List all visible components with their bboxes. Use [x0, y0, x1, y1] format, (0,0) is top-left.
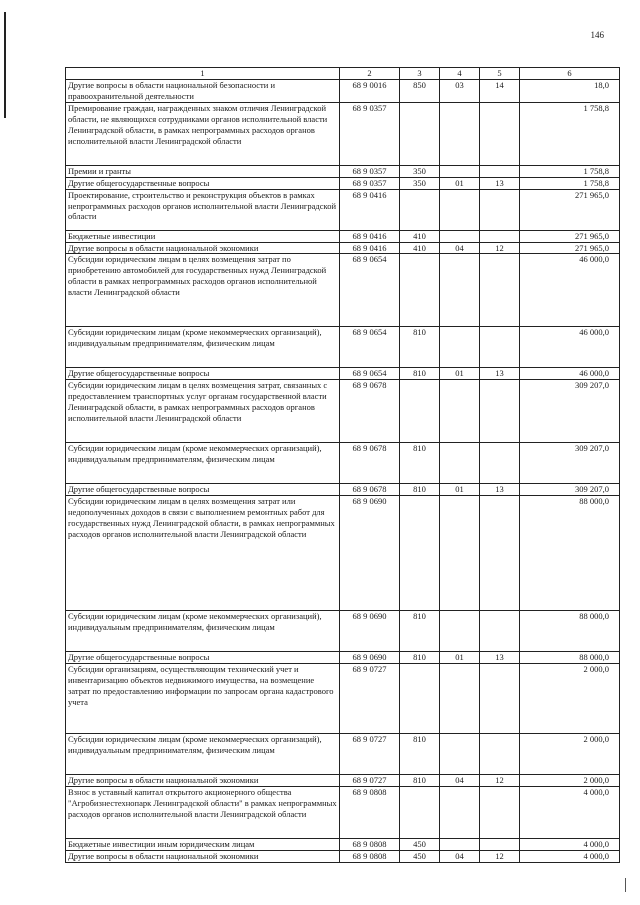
table-row: [66, 775, 620, 787]
row-section: [440, 839, 480, 851]
row-code: 68 9 0357: [340, 177, 400, 189]
row-name: Другие вопросы в области национальной безопасности и правоохранительной деятельности: [66, 80, 340, 103]
row-name: Субсидии юридическим лицам в целях возмещения затрат или недополученных доходов в связи с выполнением ремонтных работ для государственных нужд Ленинградской области, в рамках непрограммных расходов органов исполнительной власти Ленинградской области: [66, 496, 340, 611]
row-subsection: [480, 787, 520, 839]
row-section: [440, 165, 480, 177]
row-amount: 271 965,0: [520, 189, 620, 230]
table-row: [66, 242, 620, 254]
row-expense-type: 810: [400, 775, 440, 787]
row-section: 03: [440, 80, 480, 103]
row-expense-type: 350: [400, 165, 440, 177]
table-row: [66, 484, 620, 496]
row-name: Субсидии юридическим лицам в целях возмещения затрат, связанных с предоставлением транспортных услуг органам государственной власти Ленинградской области, в рамках непрограммных расходов органов исполнительной власти Ленинградской области: [66, 380, 340, 443]
row-code: 68 9 0690: [340, 611, 400, 652]
row-subsection: 13: [480, 177, 520, 189]
row-section: 04: [440, 775, 480, 787]
table-row: [66, 102, 620, 165]
row-expense-type: 450: [400, 850, 440, 862]
margin-line: [4, 12, 6, 118]
row-name: Другие вопросы в области национальной экономики: [66, 775, 340, 787]
row-subsection: [480, 380, 520, 443]
row-expense-type: 810: [400, 611, 440, 652]
row-code: 68 9 0016: [340, 80, 400, 103]
row-section: [440, 496, 480, 611]
row-expense-type: [400, 380, 440, 443]
table-row: [66, 611, 620, 652]
row-section: [440, 787, 480, 839]
row-name: Другие общегосударственные вопросы: [66, 652, 340, 664]
row-name: Другие общегосударственные вопросы: [66, 484, 340, 496]
row-expense-type: [400, 102, 440, 165]
table-row: [66, 230, 620, 242]
row-name: Бюджетные инвестиции иным юридическим лицам: [66, 839, 340, 851]
row-subsection: [480, 165, 520, 177]
row-code: 68 9 0357: [340, 165, 400, 177]
row-name: Другие вопросы в области национальной экономики: [66, 850, 340, 862]
table-row: [66, 380, 620, 443]
row-amount: 1 758,8: [520, 102, 620, 165]
row-code: 68 9 0678: [340, 484, 400, 496]
row-code: 68 9 0654: [340, 254, 400, 327]
row-expense-type: 350: [400, 177, 440, 189]
row-subsection: 13: [480, 368, 520, 380]
table-body: [66, 68, 620, 863]
row-subsection: [480, 230, 520, 242]
row-code: 68 9 0727: [340, 664, 400, 734]
column-header: 2: [340, 68, 400, 80]
row-expense-type: 850: [400, 80, 440, 103]
row-subsection: 14: [480, 80, 520, 103]
row-amount: 4 000,0: [520, 850, 620, 862]
row-amount: 1 758,8: [520, 165, 620, 177]
row-code: 68 9 0678: [340, 380, 400, 443]
row-expense-type: [400, 189, 440, 230]
row-section: [440, 734, 480, 775]
row-name: Субсидии организациям, осуществляющим технический учет и инвентаризацию объектов недвижимого имущества, на возмещение затрат по предоставлению информации по запросам органа кадастрового учета: [66, 664, 340, 734]
row-expense-type: [400, 254, 440, 327]
row-subsection: [480, 664, 520, 734]
row-amount: 271 965,0: [520, 242, 620, 254]
row-code: 68 9 0357: [340, 102, 400, 165]
row-expense-type: 810: [400, 734, 440, 775]
row-expense-type: 410: [400, 230, 440, 242]
row-expense-type: 450: [400, 839, 440, 851]
table-row: [66, 368, 620, 380]
row-section: 04: [440, 850, 480, 862]
row-expense-type: 810: [400, 327, 440, 368]
row-code: 68 9 0416: [340, 242, 400, 254]
table-row: [66, 165, 620, 177]
row-code: 68 9 0654: [340, 368, 400, 380]
row-amount: 271 965,0: [520, 230, 620, 242]
row-amount: 4 000,0: [520, 839, 620, 851]
row-name: Субсидии юридическим лицам в целях возмещения затрат по приобретению автомобилей для государственных нужд Ленинградской области в рамках непрограммных расходов органов исполнительной власти Ленинградской области: [66, 254, 340, 327]
table-header-row: [66, 68, 620, 80]
row-section: 04: [440, 242, 480, 254]
row-amount: 46 000,0: [520, 368, 620, 380]
row-code: 68 9 0808: [340, 787, 400, 839]
row-amount: 4 000,0: [520, 787, 620, 839]
table-row: [66, 850, 620, 862]
table-row: [66, 496, 620, 611]
row-name: Субсидии юридическим лицам (кроме некоммерческих организаций), индивидуальным предпринимателям, физическим лицам: [66, 734, 340, 775]
row-expense-type: 410: [400, 242, 440, 254]
row-subsection: [480, 327, 520, 368]
table-row: [66, 839, 620, 851]
row-code: 68 9 0416: [340, 189, 400, 230]
row-subsection: [480, 254, 520, 327]
row-section: [440, 443, 480, 484]
row-section: [440, 230, 480, 242]
table-row: [66, 177, 620, 189]
row-expense-type: [400, 787, 440, 839]
row-amount: 46 000,0: [520, 327, 620, 368]
row-code: 68 9 0678: [340, 443, 400, 484]
row-amount: 1 758,8: [520, 177, 620, 189]
row-subsection: [480, 102, 520, 165]
table-row: [66, 664, 620, 734]
row-amount: 309 207,0: [520, 443, 620, 484]
row-amount: 46 000,0: [520, 254, 620, 327]
row-section: [440, 189, 480, 230]
row-subsection: [480, 611, 520, 652]
row-code: 68 9 0654: [340, 327, 400, 368]
row-code: 68 9 0690: [340, 652, 400, 664]
row-expense-type: 810: [400, 443, 440, 484]
row-amount: 2 000,0: [520, 775, 620, 787]
row-name: Другие общегосударственные вопросы: [66, 177, 340, 189]
row-expense-type: 810: [400, 484, 440, 496]
table-row: [66, 189, 620, 230]
row-amount: 2 000,0: [520, 664, 620, 734]
row-section: 01: [440, 177, 480, 189]
row-section: [440, 327, 480, 368]
row-name: Другие общегосударственные вопросы: [66, 368, 340, 380]
row-code: 68 9 0690: [340, 496, 400, 611]
table-row: [66, 652, 620, 664]
budget-table: [65, 67, 620, 863]
column-header: 3: [400, 68, 440, 80]
page-number: 146: [590, 30, 604, 40]
row-amount: 309 207,0: [520, 484, 620, 496]
margin-mark-bottom: [625, 878, 626, 892]
row-name: Субсидии юридическим лицам (кроме некоммерческих организаций), индивидуальным предпринимателям, физическим лицам: [66, 443, 340, 484]
row-name: Субсидии юридическим лицам (кроме некоммерческих организаций), индивидуальным предпринимателям, физическим лицам: [66, 611, 340, 652]
row-subsection: [480, 189, 520, 230]
row-subsection: 12: [480, 775, 520, 787]
column-header: 5: [480, 68, 520, 80]
row-expense-type: 810: [400, 652, 440, 664]
row-subsection: 12: [480, 850, 520, 862]
row-code: 68 9 0727: [340, 734, 400, 775]
row-expense-type: 810: [400, 368, 440, 380]
row-expense-type: [400, 664, 440, 734]
row-section: [440, 102, 480, 165]
row-code: 68 9 0416: [340, 230, 400, 242]
table-row: [66, 443, 620, 484]
row-code: 68 9 0808: [340, 850, 400, 862]
row-code: 68 9 0727: [340, 775, 400, 787]
row-section: 01: [440, 368, 480, 380]
row-section: [440, 380, 480, 443]
table-row: [66, 80, 620, 103]
column-header: 1: [66, 68, 340, 80]
row-subsection: 13: [480, 652, 520, 664]
table-row: [66, 787, 620, 839]
column-header: 6: [520, 68, 620, 80]
row-amount: 309 207,0: [520, 380, 620, 443]
table-row: [66, 254, 620, 327]
row-amount: 88 000,0: [520, 652, 620, 664]
row-subsection: [480, 443, 520, 484]
row-section: [440, 664, 480, 734]
row-subsection: [480, 734, 520, 775]
row-subsection: [480, 496, 520, 611]
row-name: Проектирование, строительство и реконструкция объектов в рамках непрограммных расходов органов исполнительной власти Ленинградской области: [66, 189, 340, 230]
row-amount: 2 000,0: [520, 734, 620, 775]
row-code: 68 9 0808: [340, 839, 400, 851]
row-section: 01: [440, 484, 480, 496]
row-name: Субсидии юридическим лицам (кроме некоммерческих организаций), индивидуальным предпринимателям, физическим лицам: [66, 327, 340, 368]
row-name: Премирование граждан, награжденных знаком отличия Ленинградской области, не являющихся сотрудниками органов исполнительной власти Ленинградской области, в рамках непрограммных расходов органов исполнительной власти Ленинградской области: [66, 102, 340, 165]
column-header: 4: [440, 68, 480, 80]
row-section: [440, 611, 480, 652]
row-name: Взнос в уставный капитал открытого акционерного общества "Агробизнестехнопарк Ленинградской области" в рамках непрограммных расходов органов исполнительной власти Ленинградской области: [66, 787, 340, 839]
row-section: 01: [440, 652, 480, 664]
row-amount: 18,0: [520, 80, 620, 103]
row-subsection: [480, 839, 520, 851]
row-subsection: 12: [480, 242, 520, 254]
row-amount: 88 000,0: [520, 496, 620, 611]
row-expense-type: [400, 496, 440, 611]
row-subsection: 13: [480, 484, 520, 496]
row-name: Другие вопросы в области национальной экономики: [66, 242, 340, 254]
row-name: Бюджетные инвестиции: [66, 230, 340, 242]
table-row: [66, 734, 620, 775]
table-row: [66, 327, 620, 368]
row-name: Премии и гранты: [66, 165, 340, 177]
row-amount: 88 000,0: [520, 611, 620, 652]
row-section: [440, 254, 480, 327]
